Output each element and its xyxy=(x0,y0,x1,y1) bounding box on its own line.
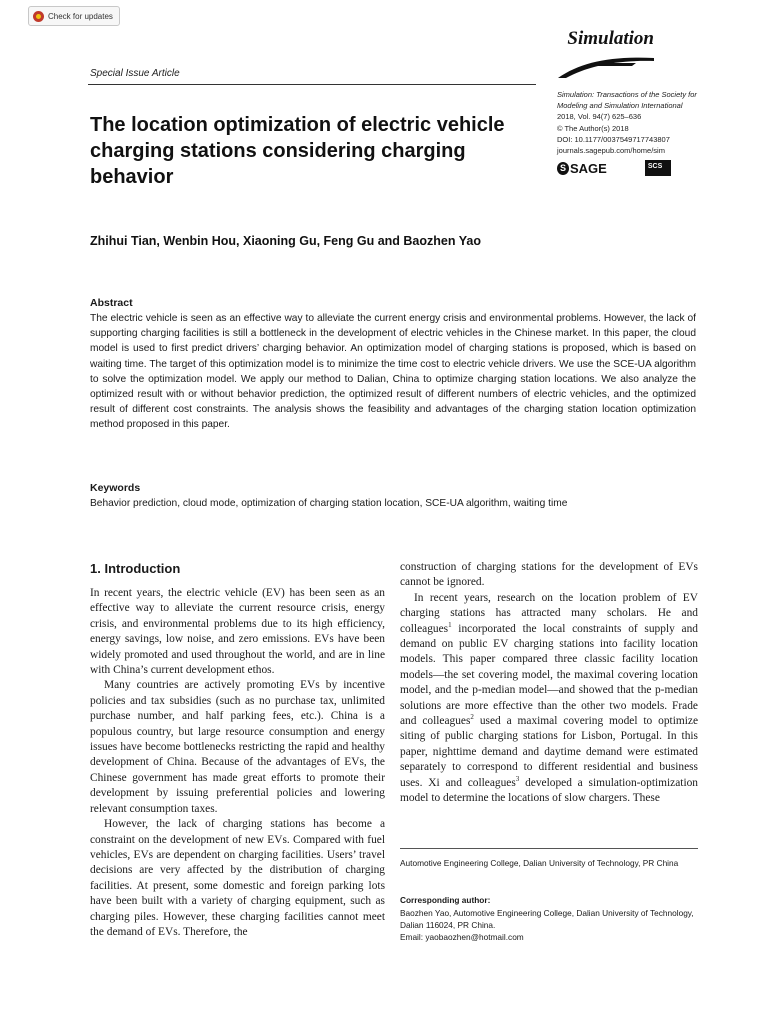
abstract-heading: Abstract xyxy=(90,297,133,309)
corresponding-author-details xyxy=(400,907,698,943)
paragraph-text: used a maximal covering model to optimize siting of public charging stations for Lisbon, Portugal. In this paper, nighttime demand and daytime demand were estimated separately to correspond to different residential and business uses. Xi and colleagues xyxy=(400,715,698,789)
keywords-heading: Keywords xyxy=(90,482,141,494)
society-logo-text: SCS xyxy=(647,163,663,170)
intro-paragraph-2: Many countries are actively promoting EVs by incentive policies and tax subsidies (such as no purchase tax, unlimited purchase number, and half parking fees, etc.). China is a populous country, but large resource consumption and energy issues have become bottlenecks restricting the rapid and healthy development of China. Because of the advantages of EVs, the Chinese government has made great efforts to promote their development by issuing preferential policies and lowering relevant consumption taxes. xyxy=(90,679,385,815)
intro-paragraph-3: However, the lack of charging stations has become a constraint on the development of new EVs. Compared with fuel vehicles, EVs are dependent on charging facilities. Users’ travel decisions are very affected by the distribution of charging facilities. At present, some domestic and foreign parking lots have been built with a variety of charging equipment, such as charging piles. However, these charging facilities cannot meet the demand of EVs. Therefore, the xyxy=(90,818,385,938)
footnote-divider xyxy=(400,848,698,849)
paragraph-text: incorporated the local constraints of supply and demand on public EV charging stations into facility location models. This paper compared three classic facility location models—the set covering model, the maximal covering location model, and the p-median model—and showed that the p-median solutions are more effective than the other two models. Frade and colleagues xyxy=(400,622,698,728)
society-logo xyxy=(645,160,671,176)
citation-ref[interactable]: 1 xyxy=(448,620,452,629)
paragraph-text: In recent years, research on the location problem of EV charging stations has attracted many scholars. He and colleagues xyxy=(400,591,698,635)
journal-name: Simulation xyxy=(567,28,654,49)
abstract-body: The electric vehicle is seen as an effective way to alleviate the current energy crisis and environmental problems. However, the lack of supporting charging facilities is still a bottleneck in the development of electric vehicles in the Chinese market. In this paper, the cloud model is used to first predict drivers’ charging behavior. An optimization model of charging stations is proposed, which is based on waiting time. The target of this optimization model is to minimize the time cost to electric vehicle drivers. We use the SCE-UA algorithm to solve the optimization model. We apply our method to Dalian, China to optimize charging station locations. We also analyze the optimized result with or without behavior prediction, the optimized result of different numbers of electric vehicles, and the optimized result of different cost constraints. The analysis shows the feasibility and advantages of the charging station location optimization method proposed in this paper. xyxy=(90,313,696,431)
section-heading-introduction: 1. Introduction xyxy=(90,561,181,576)
crossmark-icon xyxy=(33,11,44,22)
journal-copyright: © The Author(s) 2018 xyxy=(557,123,629,133)
citation-ref[interactable]: 2 xyxy=(470,713,474,722)
journal-doi[interactable]: DOI: 10.1177/0037549717743807 xyxy=(557,134,670,144)
keywords-list: Behavior prediction, cloud mode, optimization of charging station location, SCE-UA algorithm, waiting time xyxy=(90,498,568,509)
corresponding-author-address: Baozhen Yao, Automotive Engineering College, Dalian University of Technology, Dalian 116024, PR China. xyxy=(400,908,694,930)
corresponding-author-heading: Corresponding author: xyxy=(400,895,491,905)
intro-paragraph-3-continued: construction of charging stations for the development of EVs cannot be ignored. xyxy=(400,561,698,589)
sage-s-icon: S xyxy=(557,162,569,175)
article-type-label: Special Issue Article xyxy=(90,68,180,79)
header-divider xyxy=(88,84,536,85)
sage-logo xyxy=(557,161,607,176)
journal-meta xyxy=(557,89,707,156)
paragraph-text: developed a simulation-optimization model to determine the locations of slow chargers. These xyxy=(400,776,699,805)
journal-url[interactable]: journals.sagepub.com/home/sim xyxy=(557,146,665,156)
body-column-left xyxy=(90,586,385,940)
intro-paragraph-1: In recent years, the electric vehicle (EV) has been seen as an effective way to alleviate the current resource crisis, energy crisis, and environmental problems due to its high efficiency, energy savings, low noise, and zero emissions. EVs have been widely promoted and used throughout the world, and are in line with China’s current development ethos. xyxy=(90,587,385,677)
citation-ref[interactable]: 3 xyxy=(515,774,520,783)
journal-swoosh-logo xyxy=(556,54,656,80)
author-list: Zhihui Tian, Wenbin Hou, Xiaoning Gu, Feng Gu and Baozhen Yao xyxy=(90,234,481,248)
journal-volume: 2018, Vol. 94(7) 625–636 xyxy=(557,112,642,122)
publisher-logos xyxy=(557,160,671,176)
body-column-right xyxy=(400,560,698,807)
author-affiliation: Automotive Engineering College, Dalian University of Technology, PR China xyxy=(400,858,679,868)
intro-paragraph-4 xyxy=(400,591,698,807)
check-for-updates-button[interactable] xyxy=(28,6,120,26)
check-for-updates-label: Check for updates xyxy=(48,11,113,21)
article-title: The location optimization of electric vehicle charging stations considering charging behavior xyxy=(90,114,505,188)
journal-full-title: Simulation: Transactions of the Society for Modeling and Simulation International xyxy=(557,90,697,111)
sage-logo-text: SAGE xyxy=(570,160,607,176)
corresponding-author-email[interactable]: Email: yaobaozhen@hotmail.com xyxy=(400,932,524,942)
